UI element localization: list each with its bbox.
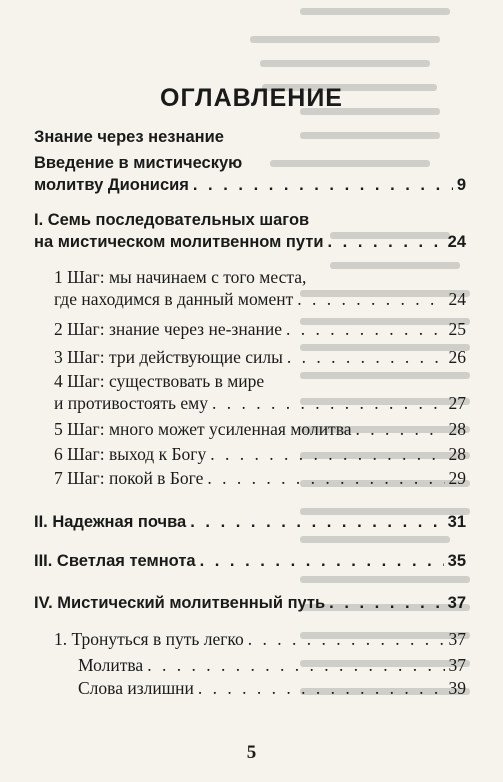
dot-leader xyxy=(147,654,444,676)
toc-entry-title: и противостоять ему xyxy=(54,393,208,413)
toc-entry xyxy=(54,318,466,340)
toc-entry-title: 2 Шаг: знание через не-знание xyxy=(54,319,282,339)
toc-page-number: 37 xyxy=(447,594,466,612)
toc-page-number: 29 xyxy=(448,468,466,488)
toc-entry-title: III. Светлая темнота xyxy=(34,552,196,570)
toc-entry-title: молитву Дионисия xyxy=(34,176,189,194)
dot-leader xyxy=(328,231,444,253)
toc-page-number: 31 xyxy=(447,513,466,531)
toc-page-number: 37 xyxy=(448,629,466,649)
toc-entry xyxy=(34,511,466,533)
page-title: ОГЛАВЛЕНИЕ xyxy=(160,84,343,112)
toc-entry xyxy=(54,266,466,310)
toc-entry xyxy=(54,370,466,414)
page-number: 5 xyxy=(246,742,257,763)
toc-page-number: 39 xyxy=(448,678,466,698)
toc-entry-title: 3 Шаг: три действующие силы xyxy=(54,347,283,367)
dot-leader xyxy=(286,318,445,340)
toc-page-number: 24 xyxy=(448,289,466,309)
toc-entry xyxy=(34,592,466,614)
dot-leader xyxy=(190,511,443,533)
toc-entry-title: I. Семь последовательных шагов xyxy=(34,211,310,229)
toc-page-number: 26 xyxy=(448,347,466,367)
toc-entry-title: Введение в мистическую xyxy=(34,154,243,172)
dot-leader xyxy=(356,418,445,440)
toc-entry-title: II. Надежная почва xyxy=(34,513,187,531)
toc-entry xyxy=(34,550,466,572)
toc-page-number: 28 xyxy=(448,419,466,439)
toc-page-number: 27 xyxy=(448,393,466,413)
toc-page-number: 9 xyxy=(456,176,466,194)
dot-leader xyxy=(193,174,453,196)
toc-entry xyxy=(34,209,466,253)
toc-page-number: 37 xyxy=(448,655,466,675)
toc-page-number: 35 xyxy=(447,552,466,570)
dot-leader xyxy=(198,677,445,699)
dot-leader xyxy=(210,443,444,465)
toc-entry-title: где находимся в данный момент xyxy=(54,289,294,309)
dot-leader xyxy=(287,346,445,368)
toc-entry xyxy=(54,346,466,368)
toc-entry xyxy=(34,126,466,148)
dot-leader xyxy=(248,628,445,650)
toc-entry xyxy=(78,677,466,699)
toc-entry-title: 5 Шаг: много может усиленная молитва xyxy=(54,419,352,439)
toc-entry-title: IV. Мистический молитвенный путь xyxy=(34,594,326,612)
toc-entry-title: 4 Шаг: существовать в мире xyxy=(54,371,265,391)
toc-entry-title: 6 Шаг: выход к Богу xyxy=(54,444,207,464)
toc-entry-title: 1. Тронуться в путь легко xyxy=(54,629,244,649)
toc-entry xyxy=(54,443,466,465)
dot-leader xyxy=(297,288,444,310)
dot-leader xyxy=(212,392,445,414)
toc-page-number: 24 xyxy=(447,233,466,251)
toc-entry-title: 7 Шаг: покой в Боге xyxy=(54,468,204,488)
toc-entry-title: Знание через незнание xyxy=(34,128,224,146)
toc-entry xyxy=(34,152,466,196)
toc-entry-title: Молитва xyxy=(78,655,144,675)
toc-entry xyxy=(78,654,466,676)
dot-leader xyxy=(200,550,444,572)
toc-entry xyxy=(54,628,466,650)
toc-entry-title: Слова излишни xyxy=(78,678,194,698)
toc-page-number: 28 xyxy=(448,444,466,464)
dot-leader xyxy=(329,592,443,614)
toc-entry-title: 1 Шаг: мы начинаем с того места, xyxy=(54,267,307,287)
dot-leader xyxy=(207,467,444,489)
toc-entry-title: на мистическом молитвенном пути xyxy=(34,233,324,251)
toc-entry xyxy=(54,467,466,489)
toc-page-number: 25 xyxy=(448,319,466,339)
toc-entry xyxy=(54,418,466,440)
